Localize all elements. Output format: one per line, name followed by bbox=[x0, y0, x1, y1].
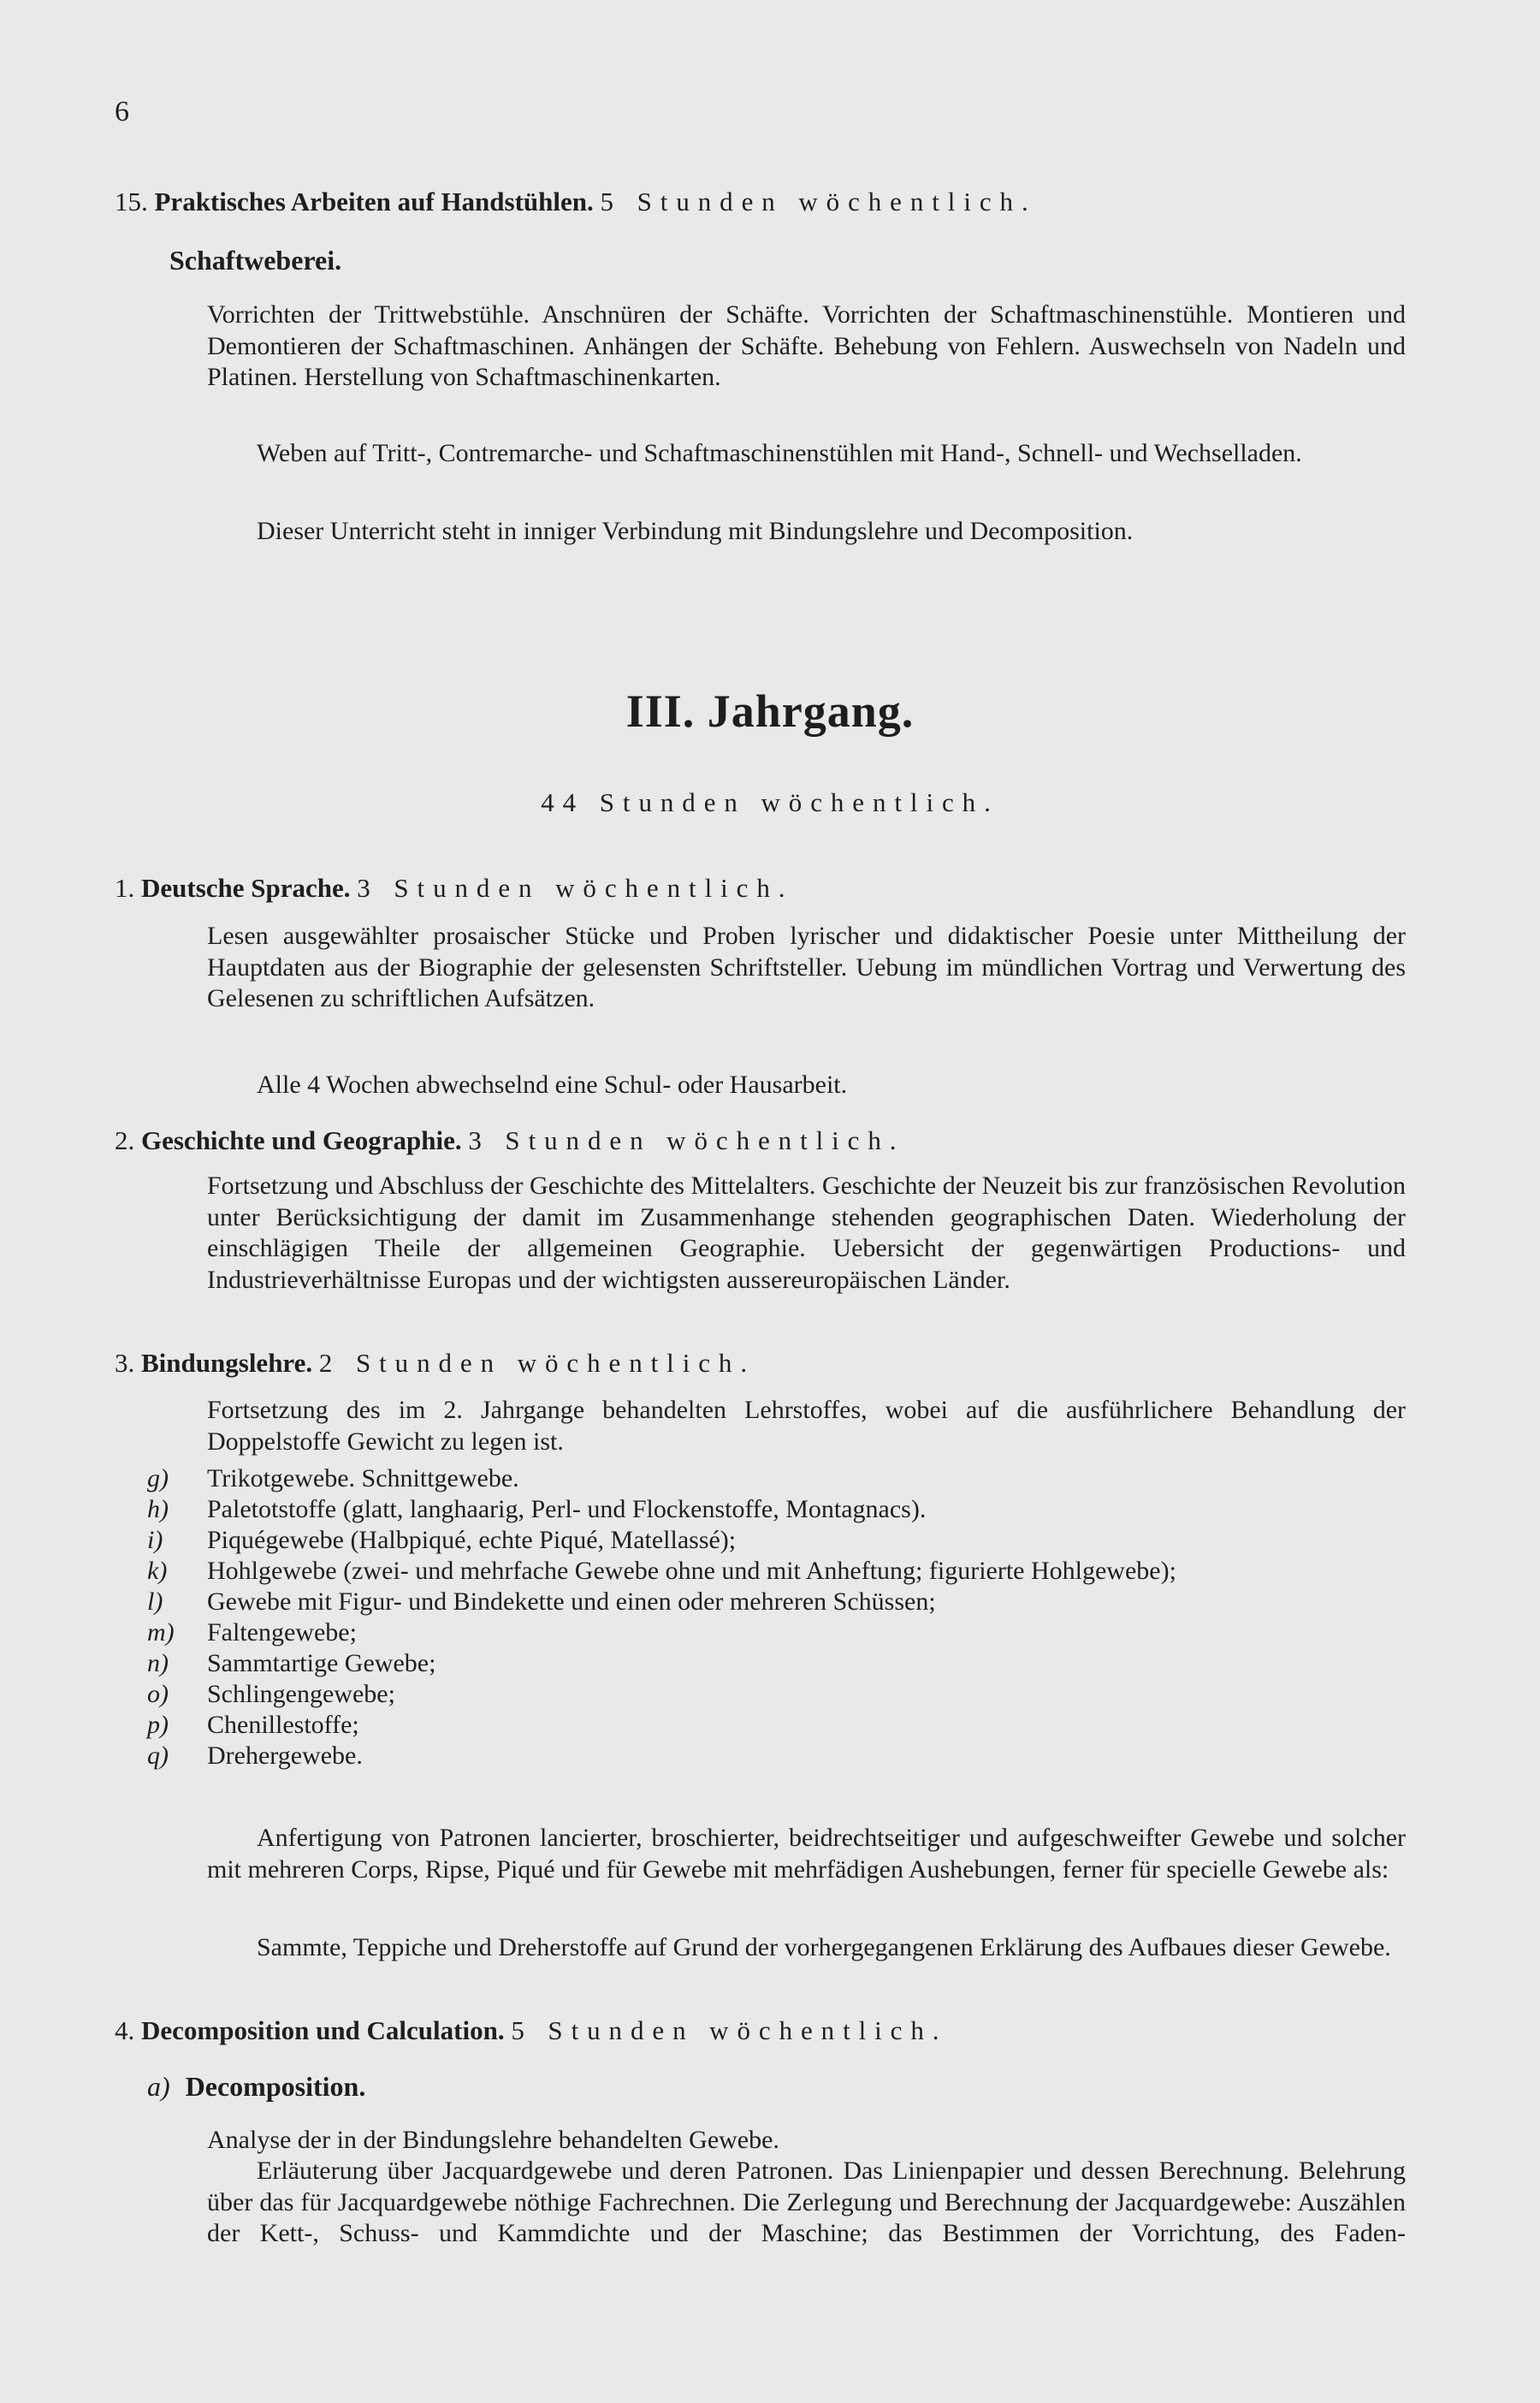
section-title: Geschichte und Geographie. bbox=[141, 1125, 462, 1155]
paragraph: Lesen ausgewählter prosaischer Stücke und Proben lyrischer und didaktischer Poesie unter Mittheilung der Hauptdaten aus der Biographie der gelesensten Schriftsteller. Uebung im mündlichen Vortrag und Verwertung des Gelesenen zu schriftlichen Aufsätzen. bbox=[207, 922, 1406, 1012]
section-number: 2. bbox=[115, 1125, 135, 1155]
section-number: 15. bbox=[115, 187, 148, 217]
list-item bbox=[128, 1648, 1406, 1679]
section-hours: 3 Stunden wöchentlich. bbox=[468, 1125, 905, 1155]
paragraph: Vorrichten der Trittwebstühle. Anschnüren der Schäfte. Vorrichten der Schaftmaschinenstühle. Montieren und Demontieren der Schaftmaschinen. Anhängen der Schäfte. Behebung von Fehlern. Auswechseln von Nadeln und Platinen. Herstellung von Schaftmaschinenkarten. bbox=[207, 300, 1406, 391]
paragraph: Fortsetzung des im 2. Jahrgange behandelten Lehrstoffes, wobei auf die ausführlichere Behandlung der Doppelstoffe Gewicht zu legen ist. bbox=[207, 1396, 1406, 1456]
section-4-heading bbox=[115, 2015, 1407, 2046]
section-3-heading bbox=[115, 1348, 1407, 1379]
list-item bbox=[128, 1556, 1406, 1587]
list-item-label: i) bbox=[147, 1526, 163, 1554]
year-hours: 44 Stunden wöchentlich. bbox=[541, 787, 999, 817]
subsection-title: Decomposition. bbox=[185, 2071, 366, 2102]
list-item-label: o) bbox=[147, 1680, 169, 1708]
paragraph: Fortsetzung und Abschluss der Geschichte des Mittelalters. Geschichte der Neuzeit bis zur französischen Revolution unter Berücksichtigung der damit im Zusammenhange stehenden geographischen Daten. Wiederholung der einschlägigen Theile der allgemeinen Geographie. Uebersicht der gegenwärtigen Productions- und Industrieverhältnisse Europas und der wichtigsten aussereuropäischen Länder. bbox=[207, 1172, 1406, 1294]
section-number: 4. bbox=[115, 2015, 135, 2045]
section-hours: 5 Stunden wöchentlich. bbox=[600, 187, 1037, 217]
list-item bbox=[128, 1617, 1406, 1648]
list-item-label: l) bbox=[147, 1587, 163, 1616]
section-2-heading bbox=[115, 1125, 1407, 1156]
list-item-text: Paletotstoffe (glatt, langhaarig, Perl- und Flockenstoffe, Montagnacs). bbox=[207, 1495, 927, 1523]
list-item-label: g) bbox=[147, 1464, 169, 1492]
section-hours: 5 Stunden wöchentlich. bbox=[511, 2015, 948, 2045]
year-title: III. Jahrgang. bbox=[625, 685, 915, 737]
list-item bbox=[128, 1494, 1406, 1525]
subsection-label: a) bbox=[147, 2071, 170, 2102]
section-title: Deutsche Sprache. bbox=[141, 873, 351, 903]
paragraph: Sammte, Teppiche und Dreherstoffe auf Grund der vorhergegangenen Erklärung des Aufbaues dieser Gewebe. bbox=[257, 1933, 1391, 1961]
list-item-text: Faltengewebe; bbox=[207, 1618, 357, 1646]
list-item bbox=[128, 1525, 1406, 1556]
section-15-heading bbox=[115, 187, 1407, 217]
list-item-text: Trikotgewebe. Schnittgewebe. bbox=[207, 1464, 519, 1492]
list-item-text: Piquégewebe (Halbpiqué, echte Piqué, Matellassé); bbox=[207, 1526, 737, 1554]
weave-type-list bbox=[128, 1463, 1406, 1771]
paragraph: Dieser Unterricht steht in inniger Verbindung mit Bindungslehre und Decomposition. bbox=[257, 517, 1134, 545]
list-item bbox=[128, 1463, 1406, 1494]
list-item-label: p) bbox=[147, 1711, 169, 1739]
list-item-text: Schlingengewebe; bbox=[207, 1680, 395, 1708]
section-title: Decomposition und Calculation. bbox=[141, 2015, 505, 2045]
list-item-label: k) bbox=[147, 1557, 168, 1585]
list-item-label: m) bbox=[147, 1618, 175, 1646]
list-item-text: Chenillestoffe; bbox=[207, 1711, 359, 1739]
list-item-label: n) bbox=[147, 1649, 169, 1677]
list-item-text: Hohlgewebe (zwei- und mehrfache Gewebe ohne und mit Anheftung; figurierte Hohlgewebe); bbox=[207, 1557, 1176, 1585]
list-item bbox=[128, 1741, 1406, 1771]
list-item bbox=[128, 1679, 1406, 1710]
paragraph: Anfertigung von Patronen lancierter, broschierter, beidrechtseitiger und aufgeschweifter Gewebe und solcher mit mehreren Corps, Ripse, Piqué und für Gewebe mit mehrfädigen Aushebungen, ferner für specielle Gewebe als: bbox=[207, 1824, 1406, 1884]
page-number: 6 bbox=[115, 96, 129, 128]
list-item bbox=[128, 1587, 1406, 1617]
list-item-text: Drehergewebe. bbox=[207, 1741, 363, 1770]
paragraph: Alle 4 Wochen abwechselnd eine Schul- oder Hausarbeit. bbox=[257, 1071, 848, 1099]
section-1-heading bbox=[115, 873, 1407, 904]
section-title: Praktisches Arbeiten auf Handstühlen. bbox=[154, 187, 594, 217]
subsection-heading bbox=[147, 2071, 365, 2103]
list-item-label: h) bbox=[147, 1495, 169, 1523]
paragraph: Erläuterung über Jacquardgewebe und deren Patronen. Das Linienpapier und dessen Berechnung. Belehrung über das für Jacquardgewebe nöthige Fachrechnen. Die Zerlegung und Berechnung der Jacquardgewebe: Auszählen der Kett-, Schuss- und Kammdichte und der Maschine; das Bestimmen der Vorrichtung, des Faden- bbox=[207, 2157, 1406, 2247]
list-item-text: Gewebe mit Figur- und Bindekette und einen oder mehreren Schüssen; bbox=[207, 1587, 936, 1616]
list-item bbox=[128, 1710, 1406, 1741]
section-hours: 2 Stunden wöchentlich. bbox=[318, 1348, 755, 1378]
subsection-title: Schaftweberei. bbox=[169, 245, 342, 276]
list-item-text: Sammtartige Gewebe; bbox=[207, 1649, 436, 1677]
section-number: 1. bbox=[115, 873, 135, 903]
section-number: 3. bbox=[115, 1348, 135, 1378]
list-item-label: q) bbox=[147, 1741, 169, 1770]
section-title: Bindungslehre. bbox=[141, 1348, 313, 1378]
section-hours: 3 Stunden wöchentlich. bbox=[357, 873, 794, 903]
paragraph: Weben auf Tritt-, Contremarche- und Schaftmaschinenstühlen mit Hand-, Schnell- und Wechselladen. bbox=[257, 439, 1302, 467]
paragraph: Analyse der in der Bindungslehre behandelten Gewebe. bbox=[207, 2126, 779, 2154]
